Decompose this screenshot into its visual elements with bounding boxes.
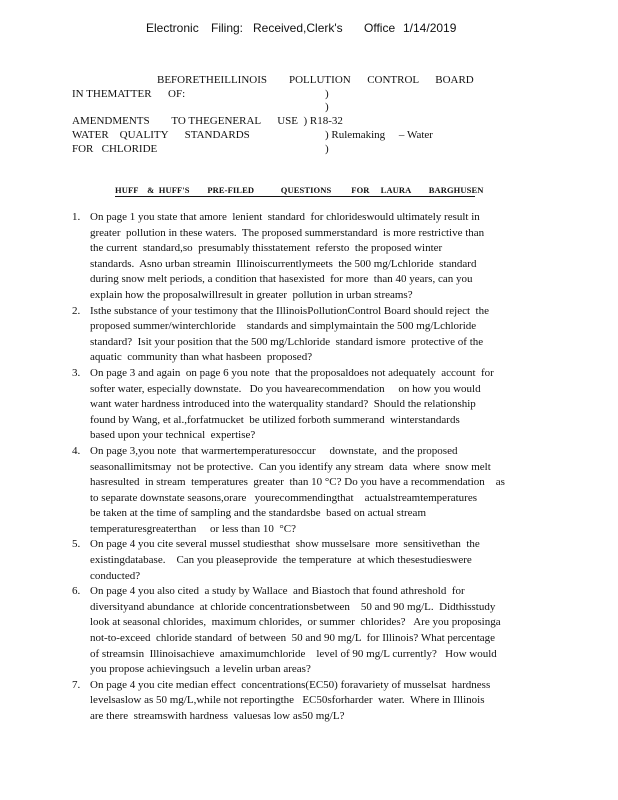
- question-line: the current standard,so presumably thisstatement refersto the proposed winter: [90, 242, 443, 255]
- question-number: 6.: [72, 585, 81, 598]
- question-item: [72, 210, 542, 304]
- question-line: standards. Asno urban streamin Illinoiscurrentlymeets the 500 mg/Lchloride standard: [90, 257, 477, 270]
- question-line: want water hardness introduced into the waterquality standard? Should the relationship: [90, 398, 476, 411]
- question-item: [72, 678, 542, 725]
- in-the-matter: IN THEMATTER OF:: [72, 88, 186, 100]
- question-line: softer water, especially downstate. Do you havearecommendation on how you would: [90, 382, 481, 395]
- water-quality-line: WATER QUALITY STANDARDS: [72, 129, 250, 141]
- question-line: On page 3 and again on page 6 you note that the proposaldoes not adequately account for: [90, 366, 494, 379]
- question-line: greater pollution in these waters. The proposed summerstandard is more restrictive than: [90, 226, 485, 239]
- question-line: based upon your technical expertise?: [90, 429, 256, 442]
- caption-paren: ): [325, 88, 329, 100]
- question-line: are there streamswith hardness valuesas low as50 mg/L?: [90, 710, 345, 722]
- question-number: 2.: [72, 304, 81, 317]
- question-line: On page 4 you also cited a study by Wallace and Biastoch that found athreshold for: [90, 585, 465, 598]
- question-number: 7.: [72, 678, 81, 691]
- question-number: 5.: [72, 538, 81, 551]
- caption-paren: ): [325, 101, 329, 113]
- stamp-electronic: Electronic: [146, 21, 199, 35]
- question-list: [72, 210, 542, 725]
- board-heading: BEFORETHEILLINOIS POLLUTION CONTROL BOARD: [157, 74, 474, 86]
- caption-paren: ): [325, 143, 329, 155]
- document-title: HUFF & HUFF'S PRE-FILED QUESTIONS FOR LAURA BARGHUSEN: [115, 185, 484, 195]
- rulemaking-label: ) Rulemaking – Water: [325, 129, 433, 141]
- question-line: during snow melt periods, a condition that hasexisted for more than 40 years, can you: [90, 273, 473, 286]
- question-line: On page 4 you cite several mussel studiesthat show musselsare more sensitivethan the: [90, 538, 480, 551]
- amendments-line: AMENDMENTS TO THEGENERAL USE ) R18-32: [72, 115, 343, 127]
- question-number: 3.: [72, 366, 81, 379]
- question-item: [72, 444, 542, 538]
- question-line: existingdatabase. Can you pleaseprovide the temperature at which thesestudieswere: [90, 554, 472, 567]
- question-line: found by Wang, et al.,forfatmucket be utilized forboth summerand winterstandards: [90, 413, 460, 426]
- question-line: temperaturesgreaterthan or less than 10 °C?: [90, 522, 296, 535]
- question-line: levelsaslow as 50 mg/L,while not reportingthe EC50sforharder water. Where in Illinois: [90, 694, 485, 707]
- question-line: explain how the proposalwillresult in greater pollution in urban streams?: [90, 288, 413, 301]
- question-line: of streamsin Illinoisachieve amaximumchloride level of 90 mg/L currently? How would: [90, 647, 497, 660]
- chloride-line: FOR CHLORIDE: [72, 143, 158, 155]
- stamp-office: Office: [364, 21, 396, 35]
- question-number: 4.: [72, 444, 81, 457]
- question-line: proposed summer/winterchloride standards and simplymaintain the 500 mg/Lchloride: [90, 320, 477, 333]
- question-number: 1.: [72, 211, 81, 223]
- question-line: seasonallimitsmay not be protective. Can you identify any stream data where snow melt: [90, 460, 491, 473]
- question-line: conducted?: [90, 569, 141, 582]
- question-line: aquatic community than what hasbeen proposed?: [90, 351, 313, 364]
- question-line: not-to-exceed chloride standard of between 50 and 90 mg/L for Illinois? What percentage: [90, 632, 496, 645]
- question-line: On page 4 you cite median effect concentrations(EC50) foravariety of musselsat hardness: [90, 678, 491, 691]
- stamp-received: Received,Clerk's: [253, 21, 343, 35]
- question-line: be taken at the time of sampling and the standardsbe based on actual stream: [90, 507, 426, 520]
- question-line: On page 3,you note that warmertemperaturesoccur downstate, and the proposed: [90, 444, 458, 457]
- question-line: look at seasonal chlorides, maximum chlorides, or summer chlorides? Are you proposinga: [90, 616, 501, 629]
- question-line: you propose achievingsuch a levelin urban areas?: [90, 663, 311, 676]
- question-item: [72, 584, 542, 678]
- question-item: [72, 304, 542, 366]
- question-line: Isthe substance of your testimony that the IllinoisPollutionControl Board should reject the: [90, 304, 489, 317]
- question-line: to separate downstate seasons,orare yourecommendingthat actualstreamtemperatures: [90, 491, 477, 504]
- question-item: [72, 537, 542, 584]
- stamp-date: 1/14/2019: [403, 21, 457, 35]
- question-line: On page 1 you state that amore lenient standard for chlorideswould ultimately result in: [90, 211, 480, 223]
- question-line: standard? Isit your position that the 500 mg/Lchloride standard ismore protective of the: [90, 335, 484, 348]
- question-line: diversityand abundance at chloride concentrationsbetween 50 and 90 mg/L. Didthisstudy: [90, 600, 496, 613]
- question-line: hasresulted in stream temperatures greater than 10 °C? Do you have a recommendation as: [90, 476, 505, 489]
- question-item: [72, 366, 542, 444]
- stamp-filing: Filing:: [211, 21, 244, 35]
